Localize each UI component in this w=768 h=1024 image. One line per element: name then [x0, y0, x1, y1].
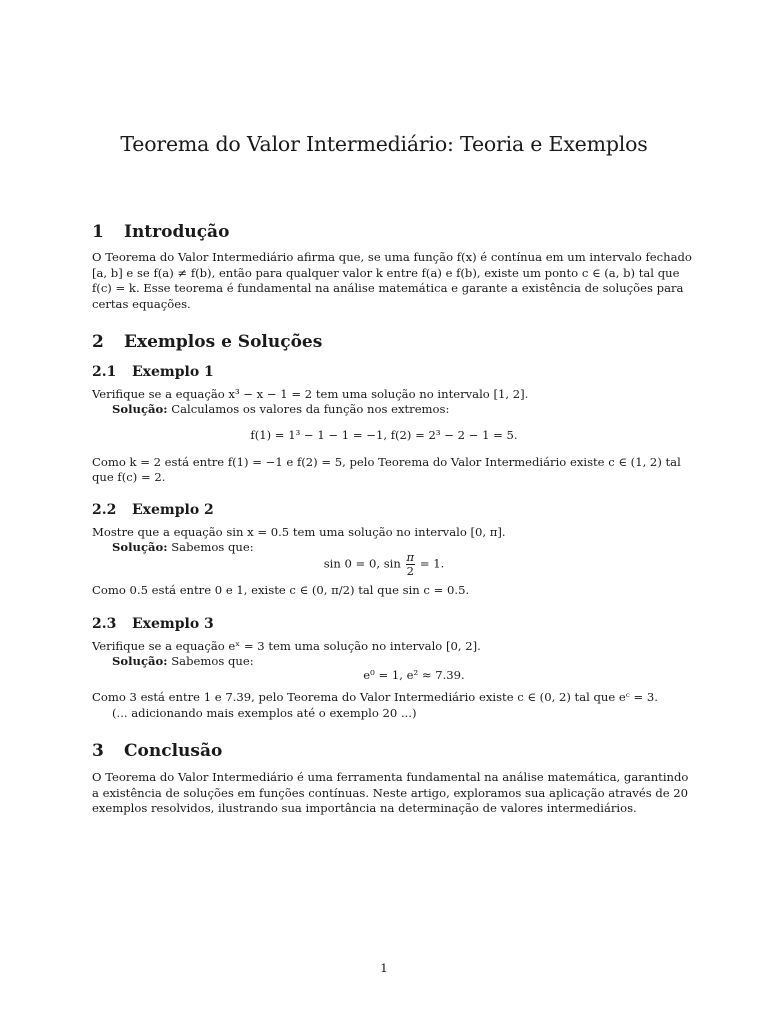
section-heading-intro [92, 221, 229, 243]
pi-over-two-fraction [406, 551, 416, 578]
ex1-conclusion-line-1: Como k = 2 está entre f(1) = −1 e f(2) = 5, pelo Teorema do Valor Intermediário existe c ∈ (1, 2) tal [92, 455, 681, 469]
section-heading-conclusion [92, 740, 222, 762]
section-number: 1 [92, 222, 104, 242]
ex3-statement: Verifique se a equação eˣ = 3 tem uma solução no intervalo [0, 2]. [92, 639, 481, 653]
page-title: Teorema do Valor Intermediário: Teoria e Exemplos [120, 132, 648, 156]
section-title: Introdução [124, 222, 230, 242]
subsection-title: Exemplo 2 [132, 502, 214, 518]
ex1-solution [112, 402, 449, 417]
conclusion-line-3: exemplos resolvidos, ilustrando sua importância na determinação de valores intermediários. [92, 801, 637, 815]
solution-text: Sabemos que: [171, 654, 254, 668]
subsection-number: 2.2 [92, 502, 117, 518]
ex2-conclusion: Como 0.5 está entre 0 e 1, existe c ∈ (0, π/2) tal que sin c = 0.5. [92, 583, 470, 597]
conclusion-line-2: a existência de soluções em funções contínuas. Neste artigo, exploramos sua aplicação através de 20 [92, 786, 689, 800]
fraction-numerator: π [406, 550, 415, 564]
subsection-heading-ex3 [92, 615, 214, 633]
ex2-statement: Mostre que a equação sin x = 0.5 tem uma solução no intervalo [0, π]. [92, 525, 506, 539]
ex3-equation: e⁰ = 1, e² ≈ 7.39. [363, 668, 465, 682]
conclusion-line-1: O Teorema do Valor Intermediário é uma ferramenta fundamental na análise matemática, garantindo [92, 770, 689, 784]
ex3-solution [112, 654, 254, 669]
intro-line-4: certas equações. [92, 297, 191, 311]
intro-line-2: [a, b] e se f(a) ≠ f(b), então para qualquer valor k entre f(a) e f(b), existe um ponto c ∈ (a, b) tal que [92, 266, 680, 280]
equation-right: = 1. [419, 556, 445, 571]
section-number: 3 [92, 741, 104, 761]
solution-label: Solução: [112, 402, 168, 416]
ex1-equation: f(1) = 1³ − 1 − 1 = −1, f(2) = 2³ − 2 − 1 = 5. [250, 428, 518, 442]
solution-label: Solução: [112, 540, 168, 554]
fraction-denominator: 2 [406, 564, 415, 578]
subsection-number: 2.1 [92, 364, 117, 380]
ex3-note: (... adicionando mais exemplos até o exemplo 20 ...) [112, 706, 417, 720]
solution-label: Solução: [112, 654, 168, 668]
solution-text: Sabemos que: [171, 540, 254, 554]
equation-left: sin 0 = 0, sin [323, 556, 401, 571]
section-number: 2 [92, 332, 104, 352]
subsection-number: 2.3 [92, 616, 117, 632]
section-title: Conclusão [124, 741, 223, 761]
ex1-statement: Verifique se a equação x³ − x − 1 = 2 tem uma solução no intervalo [1, 2]. [92, 387, 529, 401]
subsection-title: Exemplo 1 [132, 364, 214, 380]
section-heading-examples [92, 331, 322, 353]
subsection-heading-ex1 [92, 363, 214, 381]
ex3-conclusion: Como 3 está entre 1 e 7.39, pelo Teorema do Valor Intermediário existe c ∈ (0, 2) tal que eᶜ = 3. [92, 690, 658, 704]
ex1-conclusion-line-2: que f(c) = 2. [92, 470, 166, 484]
subsection-title: Exemplo 3 [132, 616, 214, 632]
intro-line-3: f(c) = k. Esse teorema é fundamental na análise matemática e garante a existência de soluções para [92, 281, 684, 295]
solution-text: Calculamos os valores da função nos extremos: [171, 402, 450, 416]
ex2-equation [0, 551, 768, 578]
intro-line-1: O Teorema do Valor Intermediário afirma que, se uma função f(x) é contínua em um intervalo fechado [92, 250, 692, 264]
page-number: 1 [380, 961, 388, 975]
section-title: Exemplos e Soluções [124, 332, 323, 352]
subsection-heading-ex2 [92, 501, 214, 519]
